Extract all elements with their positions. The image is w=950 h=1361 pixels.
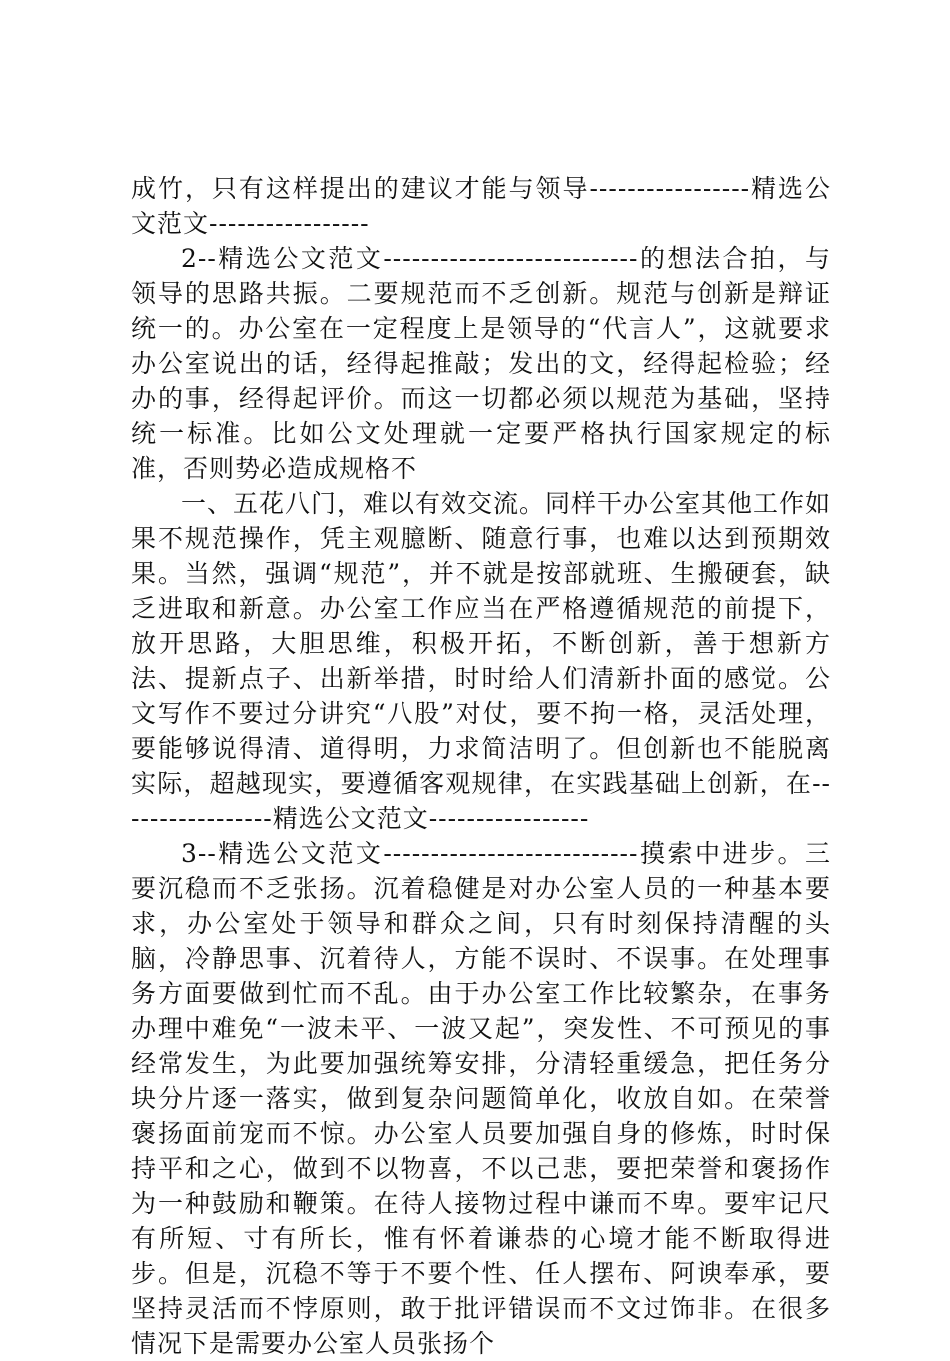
document-page — [131, 171, 831, 1361]
paragraph-section-2: 2--精选公文范文---------------------------的想法合拍，与领导的思路共振。二要规范而不乏创新。规范与创新是辩证统一的。办公室在一定程度上是领导的“代言人”，这就要求办公室说出的话，经得起推敲；发出的文，经得起检验；经办的事，经得起评价。而这一切都必须以规范为基础，坚持统一标准。比如公文处理就一定要严格执行国家规定的标准，否则势必造成规格不 — [131, 244, 831, 483]
paragraph-point-1: 一、五花八门，难以有效交流。同样干办公室其他工作如果不规范操作，凭主观臆断、随意行事，也难以达到预期效果。当然，强调“规范”，并不就是按部就班、生搬硬套，缺乏进取和新意。办公室工作应当在严格遵循规范的前提下，放开思路，大胆思维，积极开拓，不断创新，善于想新方法、提新点子、出新举措，时时给人们清新扑面的感觉。公文写作不要过分讲究“八股”对仗，要不拘一格，灵活处理，要能够说得清、道得明，力求简洁明了。但创新也不能脱离实际，超越现实，要遵循客观规律，在实践基础上创新，在-----------------精选公文范文----------------- — [131, 489, 832, 833]
paragraph-section-3: 3--精选公文范文---------------------------摸索中进步。三要沉稳而不乏张扬。沉着稳健是对办公室人员的一种基本要求，办公室处于领导和群众之间，只有时刻保持清醒的头脑，冷静思事、沉着待人，方能不误时、不误事。在处理事务方面要做到忙而不乱。由于办公室工作比较繁杂，在事务办理中难免“一波未平、一波又起”，突发性、不可预见的事经常发生，为此要加强统筹安排，分清轻重缓急，把任务分块分片逐一落实，做到复杂问题简单化，收放自如。在荣誉褒扬面前宠而不惊。办公室人员要加强自身的修炼，时时保持平和之心，做到不以物喜，不以己悲，要把荣誉和褒扬作为一种鼓励和鞭策。在待人接物过程中谦而不卑。要牢记尺有所短、寸有所长，惟有怀着谦恭的心境才能不断取得进步。但是，沉稳不等于不要个性、任人摆布、阿谀奉承，要坚持灵活而不悖原则，敢于批评错误而不文过饰非。在很多情况下是需要办公室人员张扬个 — [131, 839, 831, 1358]
paragraph-continuation: 成竹，只有这样提出的建议才能与领导-----------------精选公文范文----------------- — [131, 174, 831, 238]
